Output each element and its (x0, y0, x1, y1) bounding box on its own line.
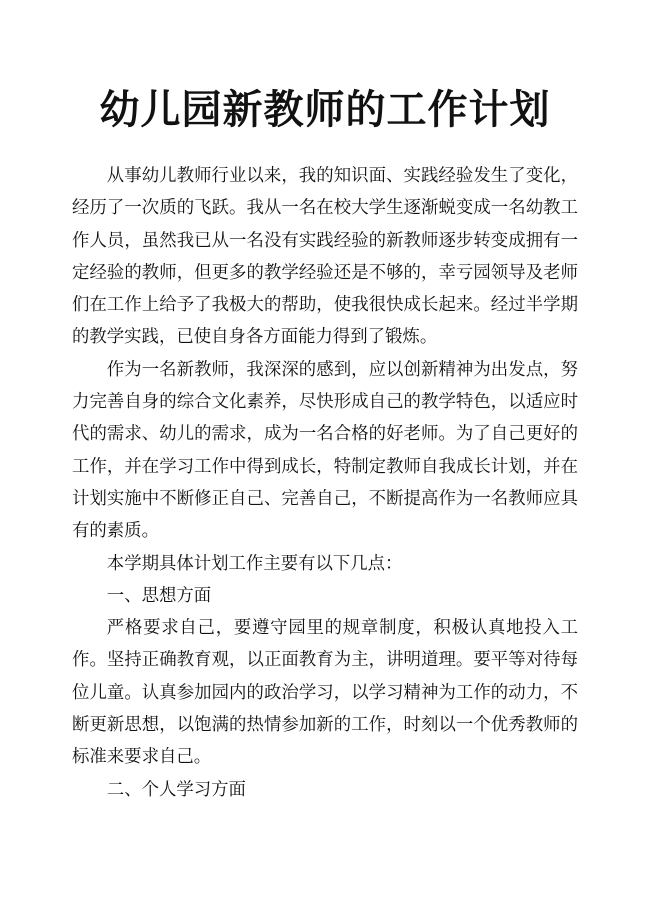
section-heading-ideology: 一、思想方面 (106, 585, 212, 606)
paragraph-intro: 从事幼儿教师行业以来，我的知识面、实践经验发生了变化，经历了一次质的飞跃。我从一名在校大学生逐渐蜕变成一名幼教工作人员，虽然我已从一名没有实践经验的新教师逐步转变成拥有一定经验的教师，但更多的教学经验还是不够的，幸亏园领导及老师们在工作上给予了我极大的帮助，使我很快成长起来。经过半学期的教学实践，已使自身各方面能力得到了锻炼。 (72, 166, 578, 348)
paragraph-new-teacher: 作为一名新教师，我深深的感到，应以创新精神为出发点，努力完善自身的综合文化素养，尽快形成自己的教学特色，以适应时代的需求、幼儿的需求，成为一名合格的好老师。为了自己更好的工作，并在学习工作中得到成长，特制定教师自我成长计划，并在计划实施中不断修正自己、完善自己，不断提高作为一名教师应具有的素质。 (72, 359, 578, 542)
document-body (72, 160, 578, 806)
document-title: 幼儿园新教师的工作计划 (99, 87, 551, 133)
section-heading-personal-study: 二、个人学习方面 (106, 779, 246, 800)
paragraph-ideology: 严格要求自己，要遵守园里的规章制度，积极认真地投入工作。坚持正确教育观，以正面教育为主，讲明道理。要平等对待每位儿童。认真参加园内的政治学习，以学习精神为工作的动力，不断更新思想，以饱满的热情参加新的工作，时刻以一个优秀教师的标准来要求自己。 (72, 618, 578, 768)
paragraph-plan-intro: 本学期具体计划工作主要有以下几点： (106, 553, 403, 574)
